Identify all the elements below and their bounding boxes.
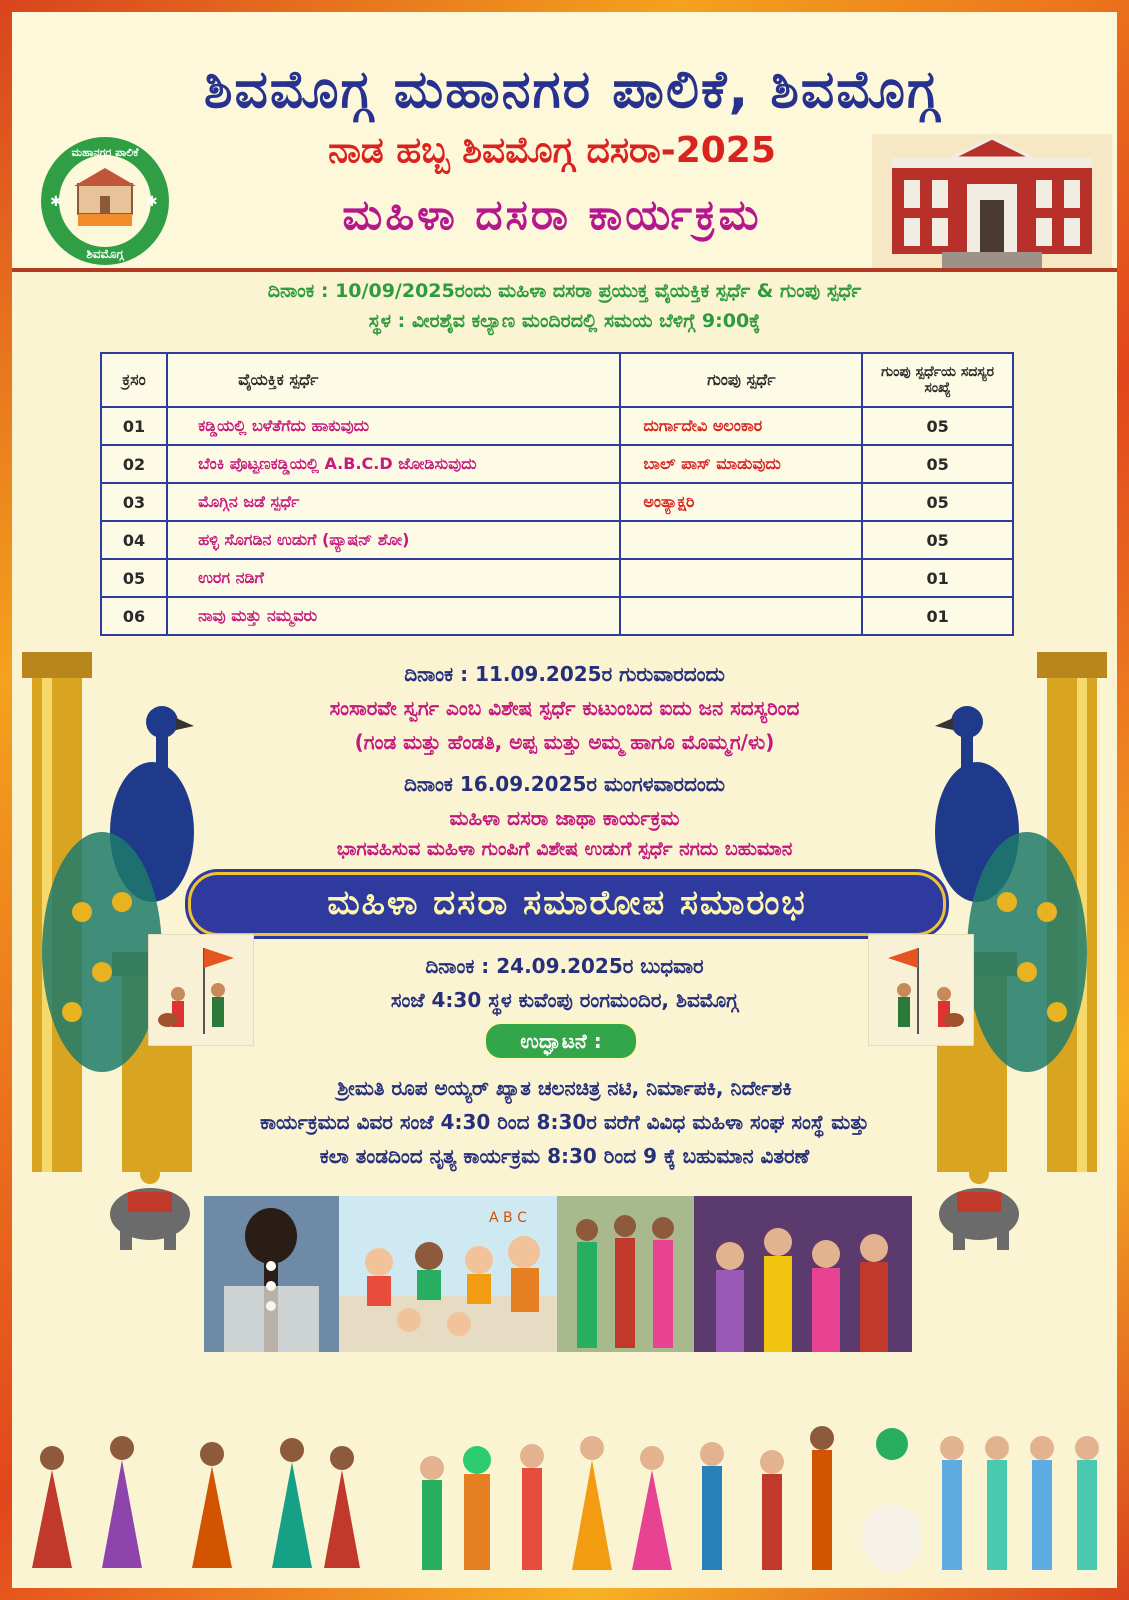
program-title: ಮಹಿಳಾ ದಸರಾ ಕಾರ್ಯಕ್ರಮ bbox=[342, 190, 762, 239]
row-group: ದುರ್ಗಾದೇವಿ ಅಲಂಕಾರ bbox=[620, 407, 862, 445]
building-image bbox=[872, 134, 1112, 268]
event1-date-line: ದಿನಾಂಕ : 10/09/2025ರಂದು ಮಹಿಳಾ ದಸರಾ ಪ್ರಯುಕ್ತ ವೈಯಕ್ತಿಕ ಸ್ಪರ್ಧೆ & ಗುಂಪು ಸ್ಪರ್ಧೆ bbox=[267, 280, 862, 302]
braid-photo bbox=[204, 1196, 339, 1352]
row-serial: 03 bbox=[101, 483, 167, 521]
header bbox=[12, 12, 1117, 272]
children-playing-photo bbox=[339, 1196, 557, 1352]
row-individual: ನಾವು ಮತ್ತು ನಮ್ಮವರು bbox=[167, 597, 620, 635]
row-count: 01 bbox=[862, 597, 1013, 635]
right-elephant-image bbox=[929, 1152, 1029, 1252]
row-serial: 04 bbox=[101, 521, 167, 559]
row-individual: ಬೆಂಕಿ ಪೊಟ್ಟಣಕಡ್ಡಿಯಲ್ಲಿ A.B.C.D ಜೋಡಿಸುವುದು bbox=[167, 445, 620, 483]
activity-photo-strip bbox=[204, 1196, 912, 1352]
table-row bbox=[101, 407, 1013, 445]
event3-line1: ಮಹಿಳಾ ದಸರಾ ಜಾಥಾ ಕಾರ್ಯಕ್ರಮ bbox=[449, 806, 680, 830]
row-individual: ಮೊಗ್ಗಿನ ಜಡೆ ಸ್ಪರ್ಧೆ bbox=[167, 483, 620, 521]
competition-table bbox=[100, 352, 1014, 636]
row-individual: ಕಡ್ಡಿಯಲ್ಲಿ ಬಳೆತೆಗೆದು ಹಾಕುವುದು bbox=[167, 407, 620, 445]
table-row bbox=[101, 597, 1013, 635]
header-serial: ಕ್ರಸಂ bbox=[101, 353, 167, 407]
table-header-row bbox=[101, 353, 1013, 407]
table-row bbox=[101, 559, 1013, 597]
saree-women-photo bbox=[557, 1196, 694, 1352]
poster-panel bbox=[12, 12, 1117, 1588]
header-group: ಗುಂಪು ಸ್ಪರ್ಧೆ bbox=[620, 353, 862, 407]
event2-date: ದಿನಾಂಕ : 11.09.2025ರ ಗುರುವಾರದಂದು bbox=[404, 662, 725, 686]
abc-board-text: A B C bbox=[489, 1210, 527, 1226]
logo-bottom-text: ಶಿವಮೊಗ್ಗ bbox=[86, 247, 124, 261]
event2-line1: ಸಂಸಾರವೇ ಸ್ವರ್ಗ ಎಂಬ ವಿಶೇಷ ಸ್ಪರ್ಧೆ ಕುಟುಂಬದ ಐದು ಜನ ಸದಸ್ಯರಿಂದ bbox=[329, 696, 800, 720]
event3-date: ದಿನಾಂಕ 16.09.2025ರ ಮಂಗಳವಾರದಂದು bbox=[403, 772, 726, 796]
svg-text:✱: ✱ bbox=[146, 194, 158, 210]
row-serial: 05 bbox=[101, 559, 167, 597]
table-row bbox=[101, 521, 1013, 559]
dasara-subtitle: ನಾಡ ಹಬ್ಬ ಶಿವಮೊಗ್ಗ ದಸರಾ-2025 bbox=[328, 130, 776, 171]
row-group bbox=[620, 597, 862, 635]
women-celebration-photo bbox=[694, 1196, 912, 1352]
row-count: 05 bbox=[862, 445, 1013, 483]
row-serial: 02 bbox=[101, 445, 167, 483]
program-detail-line2: ಕಲಾ ತಂಡದಿಂದ ನೃತ್ಯ ಕಾರ್ಯಕ್ರಮ 8:30 ರಿಂದ 9 ಕ್ಕೆ ಬಹುಮಾನ ವಿತರಣೆ bbox=[319, 1144, 810, 1168]
corporation-title: ಶಿವಮೊಗ್ಗ ಮಹಾನಗರ ಪಾಲಿಕೆ, ಶಿವಮೊಗ್ಗ bbox=[204, 60, 940, 120]
folk-dancers-image bbox=[12, 1398, 1117, 1588]
row-count: 01 bbox=[862, 559, 1013, 597]
row-group bbox=[620, 559, 862, 597]
row-serial: 06 bbox=[101, 597, 167, 635]
table-row bbox=[101, 483, 1013, 521]
closing-venue: ಸಂಜೆ 4:30 ಸ್ಥಳ ಕುವೆಂಪು ರಂಗಮಂದಿರ, ಶಿವಮೊಗ್ಗ bbox=[390, 988, 739, 1012]
row-group: ಬಾಲ್ ಪಾಸ್ ಮಾಡುವುದು bbox=[620, 445, 862, 483]
event2-line2: (ಗಂಡ ಮತ್ತು ಹೆಂಡತಿ, ಅಪ್ಪ ಮತ್ತು ಅಮ್ಮ ಹಾಗೂ ಮೊಮ್ಮಗ/ಳು) bbox=[354, 730, 775, 754]
row-count: 05 bbox=[862, 521, 1013, 559]
event3-line2: ಭಾಗವಹಿಸುವ ಮಹಿಳಾ ಗುಂಪಿಗೆ ವಿಶೇಷ ಉಡುಗೆ ಸ್ಪರ್ಧೆ ನಗದು ಬಹುಮಾನ bbox=[336, 838, 793, 860]
left-elephant-image bbox=[100, 1152, 200, 1252]
corporation-logo bbox=[38, 134, 172, 268]
inauguration-label: ಉದ್ಘಾಟನೆ : bbox=[484, 1022, 638, 1060]
header-member-count: ಗುಂಪು ಸ್ಪರ್ಧೆಯ ಸದಸ್ಯರ ಸಂಖ್ಯೆ bbox=[862, 353, 1013, 407]
row-count: 05 bbox=[862, 407, 1013, 445]
header-individual: ವೈಯಕ್ತಿಕ ಸ್ಪರ್ಧೆ bbox=[167, 353, 620, 407]
closing-ceremony-banner: ಮಹಿಳಾ ದಸರಾ ಸಮಾರೋಪ ಸಮಾರಂಭ bbox=[188, 872, 946, 936]
row-individual: ಉರಗ ನಡಿಗೆ bbox=[167, 559, 620, 597]
program-detail-line1: ಕಾರ್ಯಕ್ರಮದ ವಿವರ ಸಂಜೆ 4:30 ರಿಂದ 8:30ರ ವರೆಗೆ ವಿವಿಧ ಮಹಿಳಾ ಸಂಘ ಸಂಸ್ಥೆ ಮತ್ತು bbox=[259, 1110, 869, 1134]
row-group: ಅಂತ್ಯಾಕ್ಷರಿ bbox=[620, 483, 862, 521]
row-serial: 01 bbox=[101, 407, 167, 445]
inaugurator-line: ಶ್ರೀಮತಿ ರೂಪ ಅಯ್ಯರ್ ಖ್ಯಾತ ಚಲನಚಿತ್ರ ನಟಿ, ನಿರ್ಮಾಪಕಿ, ನಿರ್ದೇಶಕಿ bbox=[337, 1076, 792, 1100]
row-group bbox=[620, 521, 862, 559]
table-row bbox=[101, 445, 1013, 483]
row-count: 05 bbox=[862, 483, 1013, 521]
row-individual: ಹಳ್ಳಿ ಸೊಗಡಿನ ಉಡುಗೆ (ಪ್ಯಾಷನ್ ಶೋ) bbox=[167, 521, 620, 559]
event1-venue-line: ಸ್ಥಳ : ವೀರಶೈವ ಕಲ್ಯಾಣ ಮಂದಿರದಲ್ಲಿ ಸಮಯ ಬೆಳಿಗ್ಗೆ 9:00ಕ್ಕೆ bbox=[368, 310, 761, 332]
logo-top-text: ಮಹಾನಗರ ಪಾಲಿಕೆ bbox=[71, 146, 139, 159]
closing-date: ದಿನಾಂಕ : 24.09.2025ರ ಬುಧವಾರ bbox=[425, 954, 704, 978]
svg-text:✱: ✱ bbox=[50, 194, 62, 210]
